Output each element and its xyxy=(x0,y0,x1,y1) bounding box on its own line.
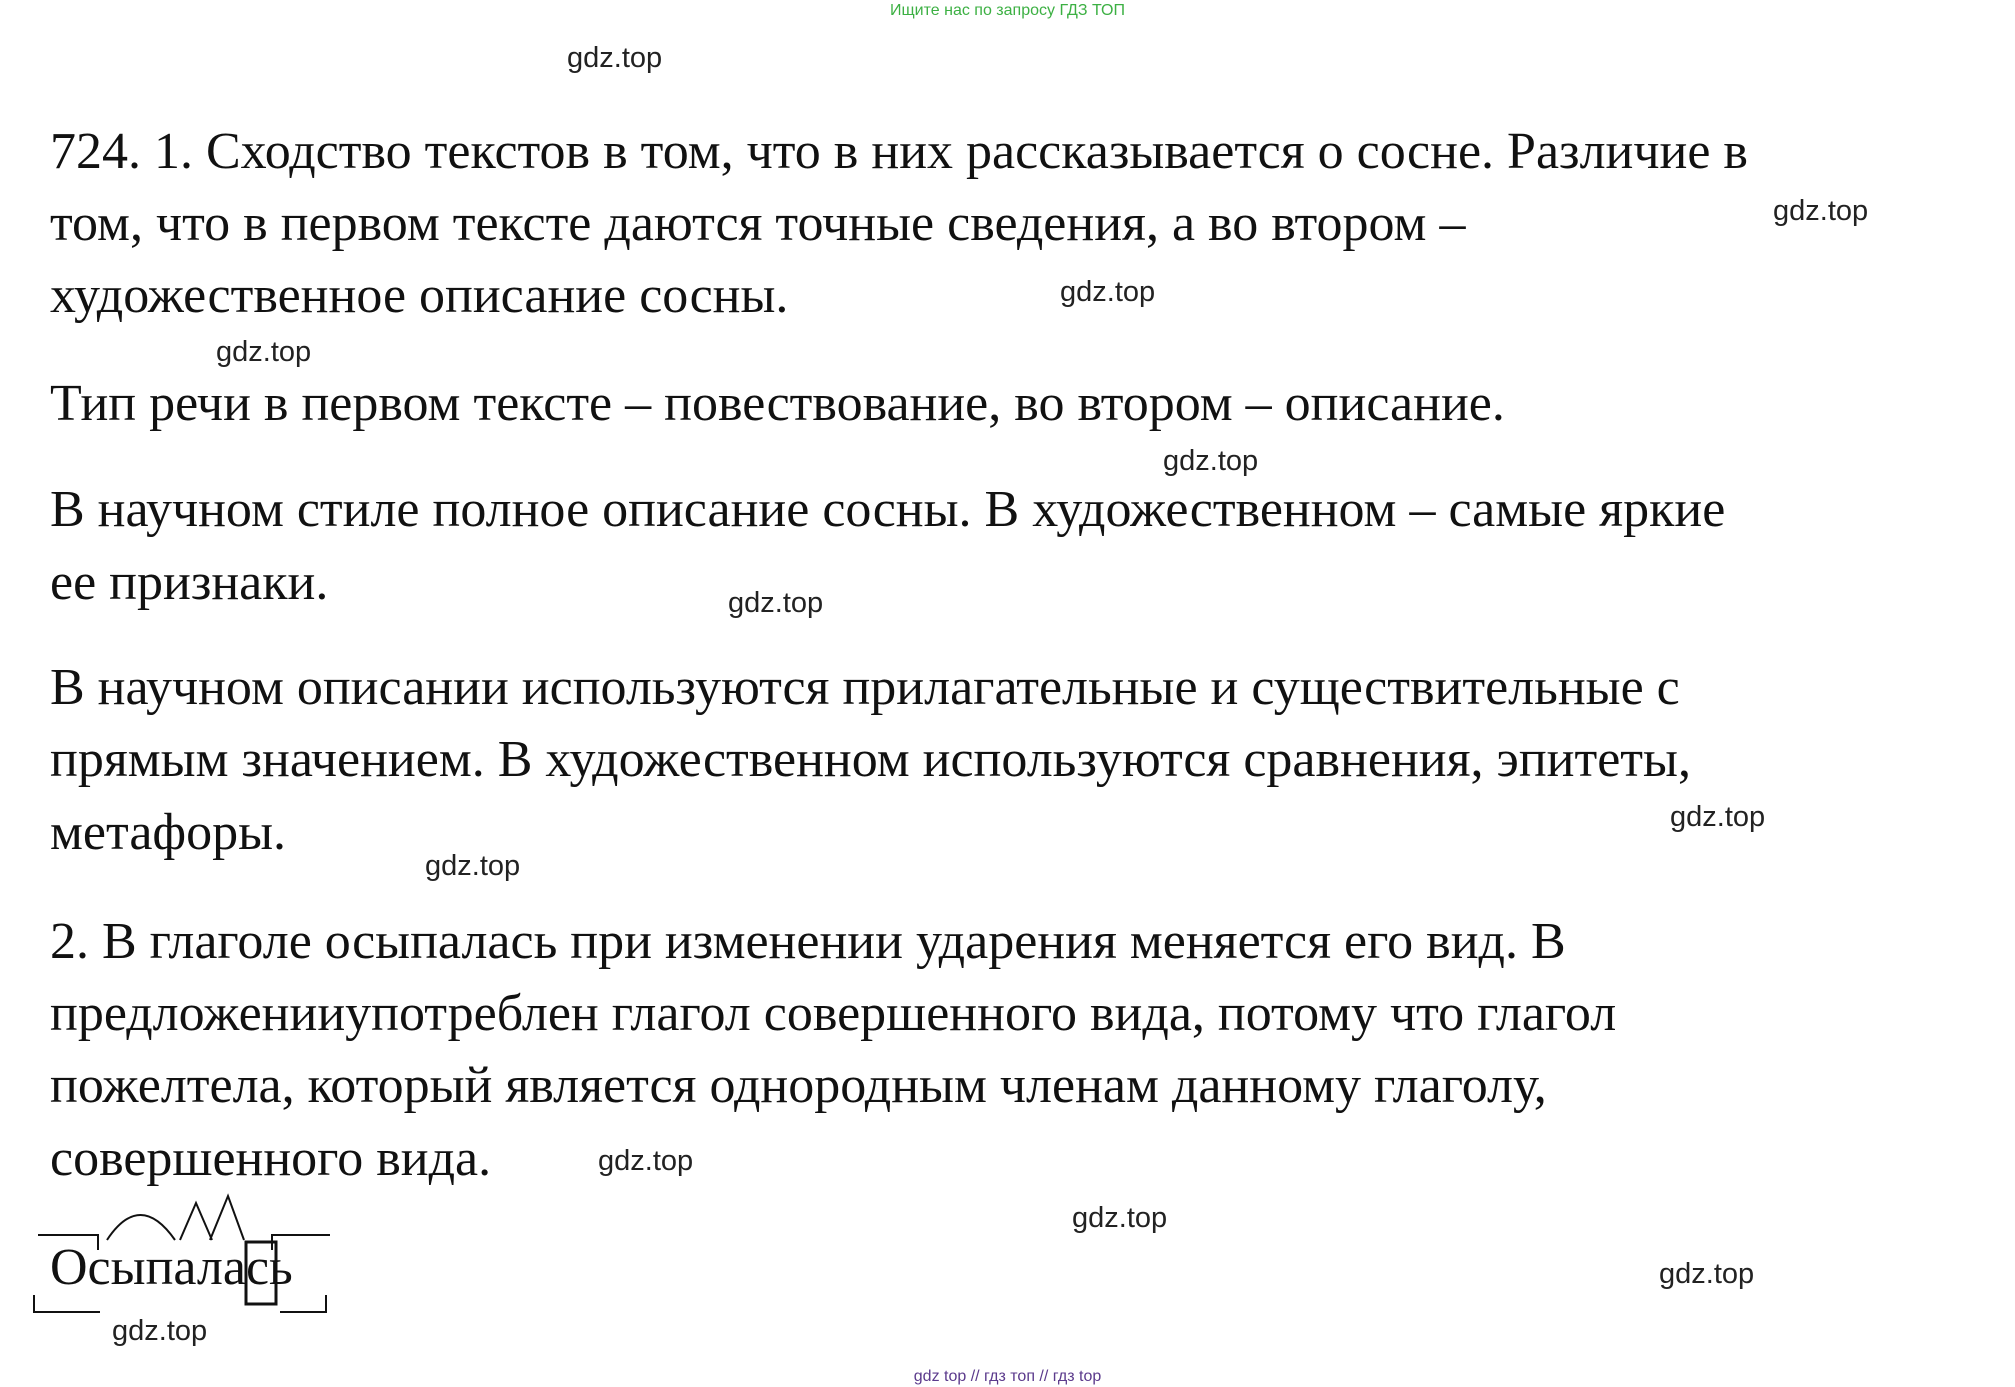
watermark: gdz.top xyxy=(1072,1202,1168,1234)
watermark: gdz.top xyxy=(1060,276,1156,308)
watermark: gdz.top xyxy=(598,1145,694,1177)
top-banner: Ищите нас по запросу ГДЗ ТОП xyxy=(890,2,1125,19)
watermark: gdz.top xyxy=(728,587,824,619)
text-line-5: В научном стиле полное описание сосны. В художественном – самые яркие xyxy=(50,481,1726,538)
watermark: gdz.top xyxy=(1163,445,1259,477)
watermark: gdz.top xyxy=(112,1315,208,1347)
text-line-4: Тип речи в первом тексте – повествование, во втором – описание. xyxy=(50,375,1505,432)
text-line-8: прямым значением. В художественном используются сравнения, эпитеты, xyxy=(50,731,1691,788)
text-line-10: 2. В глаголе осыпалась при изменении ударения меняется его вид. В xyxy=(50,913,1566,970)
morpheme-word: Осыпалась xyxy=(50,1239,293,1296)
text-line-3: художественное описание сосны. xyxy=(50,267,789,324)
text-line-13: совершенного вида. xyxy=(50,1130,492,1187)
text-line-11: предложенииупотреблен глагол совершенного вида, потому что глагол xyxy=(50,985,1617,1042)
watermark: gdz.top xyxy=(1773,195,1869,227)
watermark: gdz.top xyxy=(425,850,521,882)
text-line-6: ее признаки. xyxy=(50,554,329,611)
text-line-7: В научном описании используются прилагательные и существительные с xyxy=(50,659,1680,716)
text-line-2: том, что в первом тексте даются точные сведения, а во втором – xyxy=(50,195,1466,252)
watermark: gdz.top xyxy=(567,42,663,74)
footer-links: gdz top // гдз топ // гдз top xyxy=(913,1368,1102,1385)
text-line-9: метафоры. xyxy=(50,804,287,861)
text-line-12: пожелтела, который является однородным членам данному глаголу, xyxy=(50,1057,1547,1114)
text-line-1: 724. 1. Сходство текстов в том, что в них рассказывается о сосне. Различие в xyxy=(50,123,1748,180)
watermark: gdz.top xyxy=(1659,1258,1755,1290)
watermark: gdz.top xyxy=(1670,801,1766,833)
watermark: gdz.top xyxy=(216,336,312,368)
